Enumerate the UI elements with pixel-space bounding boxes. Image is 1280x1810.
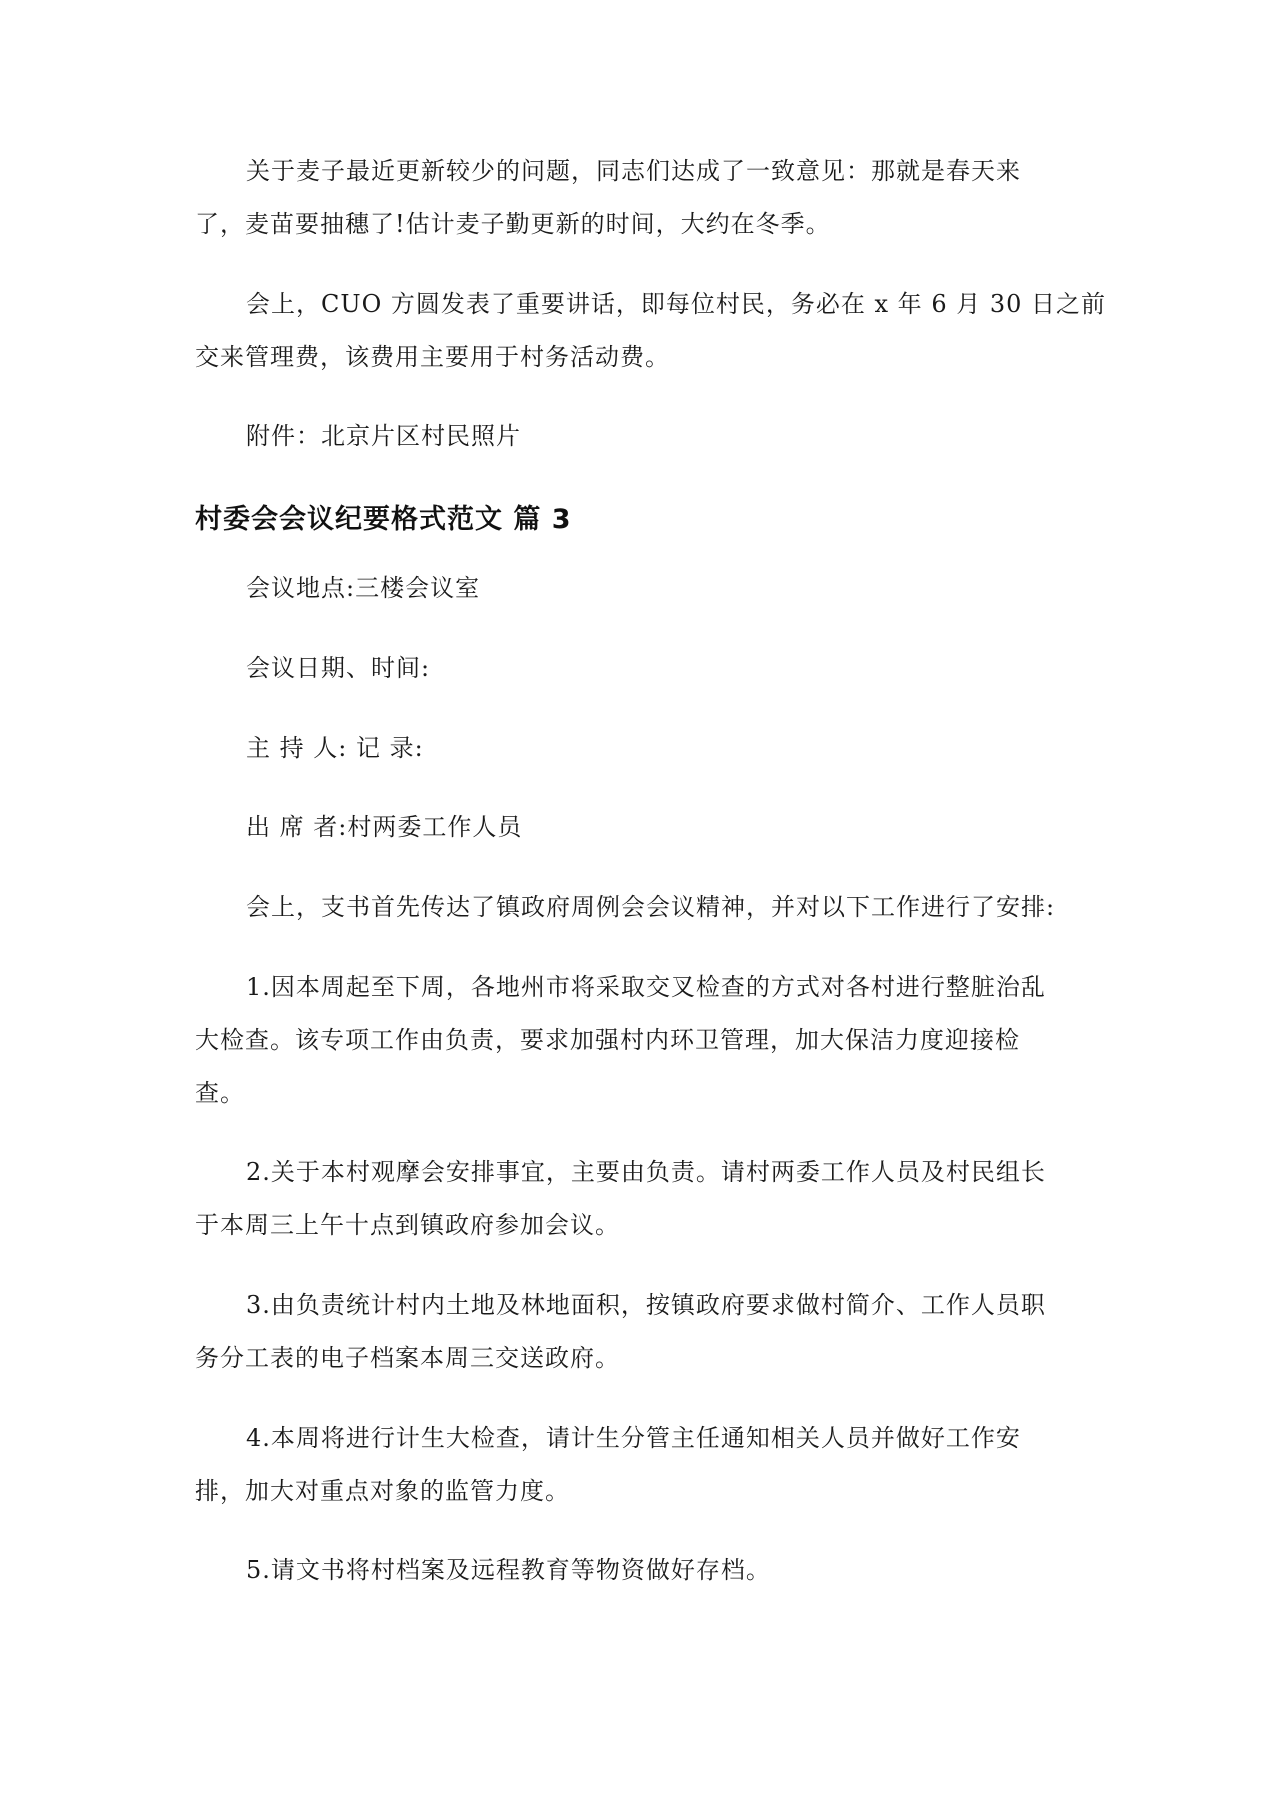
meeting-attendees: 出 席 者:村两委工作人员 — [246, 813, 523, 841]
list-item-line: 2.关于本村观摩会安排事宜，主要由负责。请村两委工作人员及村民组长 — [246, 1158, 1046, 1186]
list-item-line: 4.本周将进行计生大检查，请计生分管主任通知相关人员并做好工作安 — [246, 1424, 1021, 1452]
meeting-location: 会议地点:三楼会议室 — [246, 574, 481, 602]
list-item-line: 大检查。该专项工作由负责，要求加强村内环卫管理，加大保洁力度迎接检 — [195, 1026, 1020, 1054]
paragraph-line: 交来管理费，该费用主要用于村务活动费。 — [195, 343, 670, 371]
paragraph-line: 了，麦苗要抽穗了!估计麦子勤更新的时间，大约在冬季。 — [195, 210, 831, 238]
attachment-line: 附件：北京片区村民照片 — [246, 422, 521, 450]
section-heading: 村委会会议纪要格式范文 篇 3 — [195, 504, 572, 535]
list-item-line: 1.因本周起至下周，各地州市将采取交叉检查的方式对各村进行整脏治乱 — [246, 973, 1046, 1001]
list-item-line: 于本周三上午十点到镇政府参加会议。 — [195, 1211, 620, 1239]
list-item-line: 3.由负责统计村内土地及林地面积，按镇政府要求做村简介、工作人员职 — [246, 1291, 1046, 1319]
list-item-line: 排，加大对重点对象的监管力度。 — [195, 1477, 570, 1505]
meeting-datetime: 会议日期、时间: — [246, 654, 431, 682]
meeting-intro: 会上，支书首先传达了镇政府周例会会议精神，并对以下工作进行了安排: — [246, 893, 1056, 921]
list-item-line: 5.请文书将村档案及远程教育等物资做好存档。 — [246, 1556, 771, 1584]
paragraph-line: 关于麦子最近更新较少的问题，同志们达成了一致意见：那就是春天来 — [246, 157, 1021, 185]
paragraph-line: 会上，CUO 方圆发表了重要讲话，即每位村民，务必在 x 年 6 月 30 日之前 — [246, 290, 1107, 318]
meeting-host-recorder: 主 持 人: 记 录: — [246, 734, 424, 762]
list-item-line: 务分工表的电子档案本周三交送政府。 — [195, 1344, 620, 1372]
list-item-line: 查。 — [195, 1079, 245, 1107]
